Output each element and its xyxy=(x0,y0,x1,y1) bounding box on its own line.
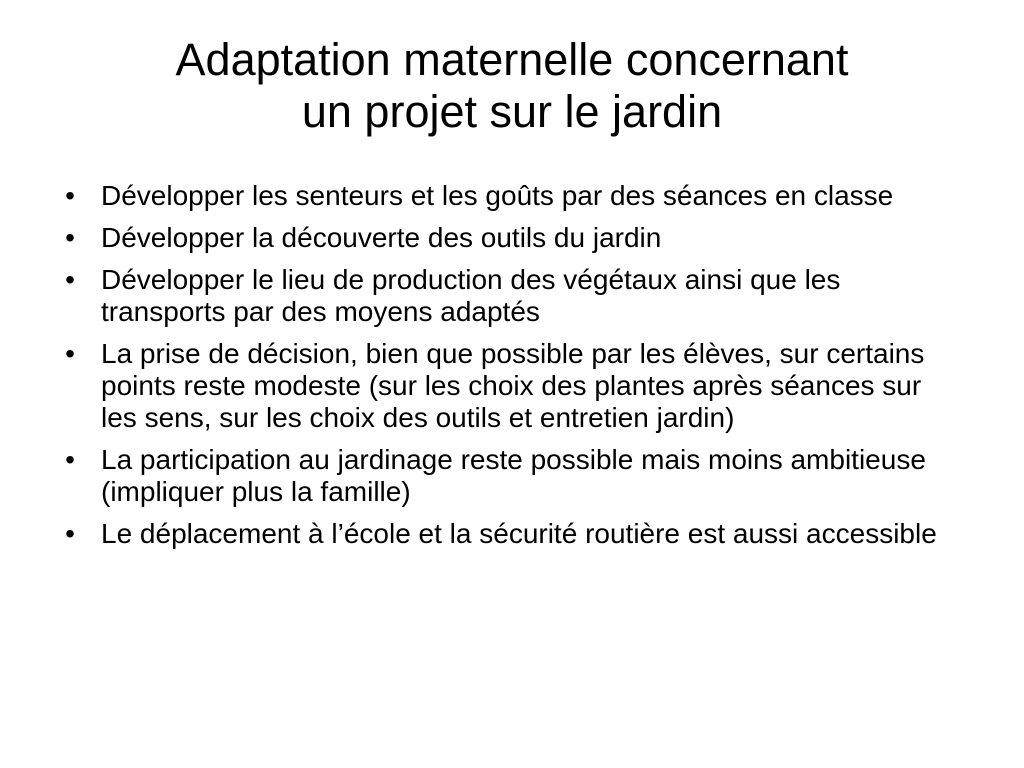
bullet-item-deplacement xyxy=(60,518,960,550)
bullet-dot-icon: • xyxy=(65,518,75,549)
bullet-list xyxy=(60,180,960,560)
bullet-dot-icon: • xyxy=(65,222,75,253)
bullet-text: Développer la découverte des outils du jardin xyxy=(101,222,662,253)
bullet-dot-icon: • xyxy=(65,338,75,369)
bullet-text: La participation au jardinage reste possible mais moins ambitieuse (impliquer plus la famille) xyxy=(101,444,926,507)
bullet-dot-icon: • xyxy=(65,264,75,295)
title-line-2: un projet sur le jardin xyxy=(301,86,723,137)
bullet-item-production xyxy=(60,264,960,328)
slide-title xyxy=(40,34,984,138)
bullet-text: Développer les senteurs et les goûts par des séances en classe xyxy=(101,180,894,211)
bullet-dot-icon: • xyxy=(65,444,75,475)
bullet-text: Le déplacement à l’école et la sécurité routière est aussi accessible xyxy=(101,518,937,549)
bullet-dot-icon: • xyxy=(65,180,75,211)
bullet-text: La prise de décision, bien que possible par les élèves, sur certains points reste modeste (sur les choix des plantes après séances sur les sens, sur les choix des outils et entretien jardin) xyxy=(101,338,925,433)
bullet-item-participation xyxy=(60,444,960,508)
title-line-1: Adaptation maternelle concernant xyxy=(175,34,849,85)
bullet-item-senteurs xyxy=(60,180,960,212)
bullet-text: Développer le lieu de production des végétaux ainsi que les transports par des moyens adaptés xyxy=(101,264,841,327)
bullet-item-outils xyxy=(60,222,960,254)
bullet-item-decision xyxy=(60,338,960,434)
